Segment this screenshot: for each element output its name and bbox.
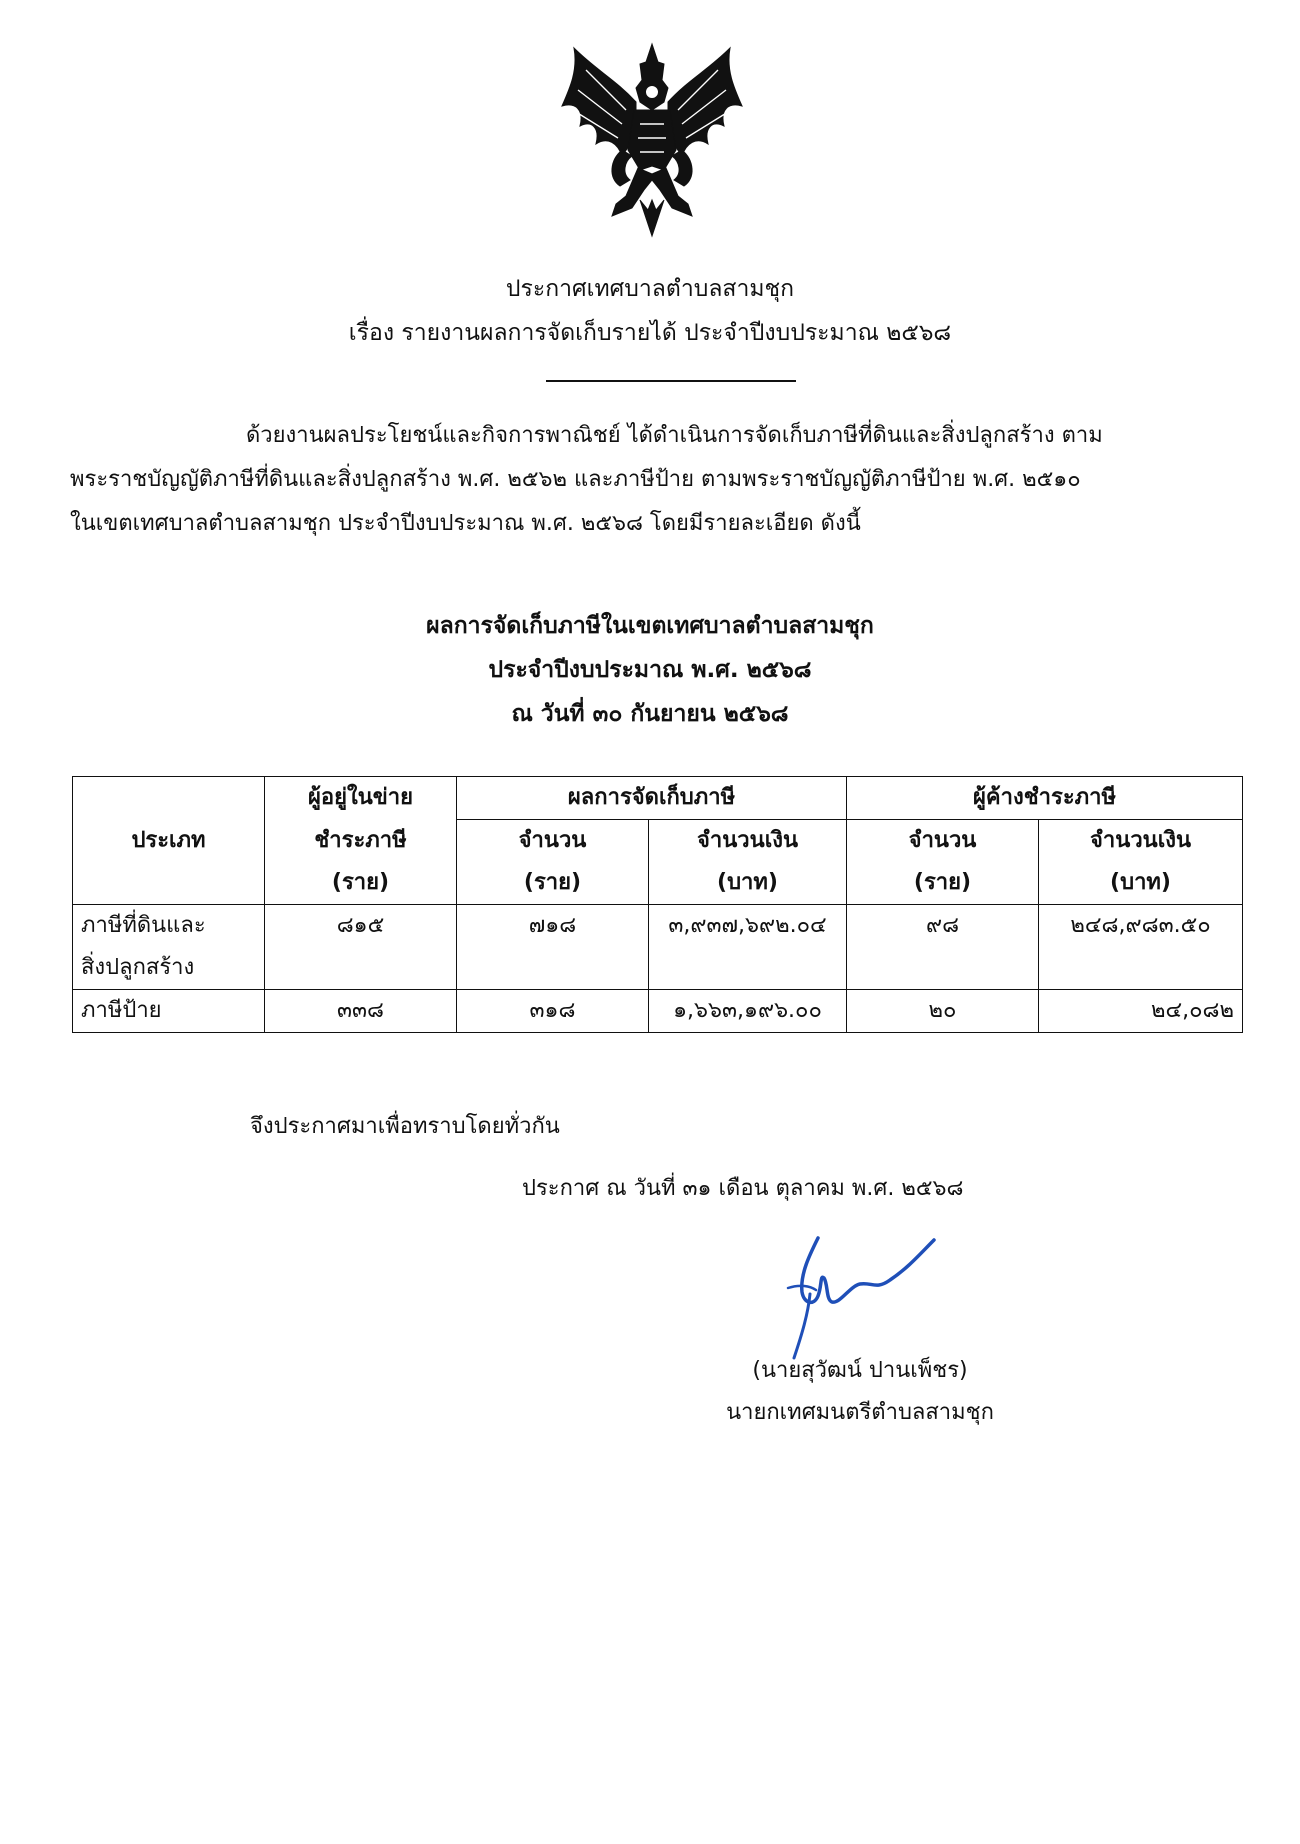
header-outstanding-count-unit: (ราย) <box>847 862 1039 905</box>
subject-line: เรื่อง รายงานผลการจัดเก็บรายได้ ประจำปีงบประมาณ ๒๕๖๘ <box>348 320 952 346</box>
header-collected-count-unit: (ราย) <box>457 862 649 905</box>
header-collected-group: ผลการจัดเก็บภาษี <box>457 777 847 820</box>
row-taxpayers: ๘๑๕ <box>265 905 457 990</box>
row-type: ภาษีป้าย <box>73 990 265 1033</box>
header-outstanding-amount: จำนวนเงิน <box>1039 820 1243 863</box>
table-header-row-1 <box>73 777 1243 820</box>
body-line-3: ในเขตเทศบาลตำบลสามชุก ประจำปีงบประมาณ พ.ศ. ๒๕๖๘ โดยมีรายละเอียด ดังนี้ <box>70 511 861 536</box>
issuer-title: ประกาศเทศบาลตำบลสามชุก <box>505 276 795 302</box>
row-outstanding-amount: ๒๔๘,๙๘๓.๕๐ <box>1039 905 1243 990</box>
row-type <box>73 905 265 990</box>
header-collected-amount: จำนวนเงิน <box>649 820 847 863</box>
header-outstanding-group: ผู้ค้างชำระภาษี <box>847 777 1243 820</box>
header-collected-amount-unit: (บาท) <box>649 862 847 905</box>
table-row <box>73 990 1243 1033</box>
row-collected-count: ๓๑๘ <box>457 990 649 1033</box>
body-paragraph <box>70 414 1220 546</box>
table-title-line-2: ประจำปีงบประมาณ พ.ศ. ๒๕๖๘ <box>488 657 812 683</box>
signer-position: นายกเทศมนตรีตำบลสามชุก <box>726 1400 994 1425</box>
header-taxpayers-unit: (ราย) <box>265 862 457 905</box>
row-type-line-2: สิ่งปลูกสร้าง <box>81 955 195 980</box>
signer-name: (นายสุวัฒน์ ปานเพ็ชร) <box>752 1358 968 1383</box>
row-outstanding-amount: ๒๔,๐๘๒ <box>1039 990 1243 1033</box>
table-title-line-1: ผลการจัดเก็บภาษีในเขตเทศบาลตำบลสามชุก <box>426 613 874 639</box>
table-row <box>73 905 1243 990</box>
row-taxpayers: ๓๓๘ <box>265 990 457 1033</box>
table-title-line-3: ณ วันที่ ๓๐ กันยายน ๒๕๖๘ <box>511 701 789 727</box>
announcement-date: ประกาศ ณ วันที่ ๓๑ เดือน ตุลาคม พ.ศ. ๒๕๖๘ <box>522 1176 964 1201</box>
header-collected-count: จำนวน <box>457 820 649 863</box>
row-outstanding-count: ๙๘ <box>847 905 1039 990</box>
body-line-2: พระราชบัญญัติภาษีที่ดินและสิ่งปลูกสร้าง พ.ศ. ๒๕๖๒ และภาษีป้าย ตามพระราชบัญญัติภาษีป้าย พ.ศ. ๒๕๑๐ <box>70 467 1081 492</box>
garuda-emblem <box>556 40 748 238</box>
row-collected-count: ๗๑๘ <box>457 905 649 990</box>
header-outstanding-amount-unit: (บาท) <box>1039 862 1243 905</box>
closing-statement: จึงประกาศมาเพื่อทราบโดยทั่วกัน <box>250 1114 560 1139</box>
header-type: ประเภท <box>73 777 265 905</box>
body-line-1: ด้วยงานผลประโยชน์และกิจการพาณิชย์ ได้ดำเนินการจัดเก็บภาษีที่ดินและสิ่งปลูกสร้าง ตาม <box>246 423 1103 448</box>
row-collected-amount: ๓,๙๓๗,๖๙๒.๐๔ <box>649 905 847 990</box>
tax-results-table <box>72 776 1243 1033</box>
header-taxpayers-l1: ผู้อยู่ในข่าย <box>265 777 457 820</box>
row-type-line-1: ภาษีที่ดินและ <box>81 913 206 938</box>
header-taxpayers-l2: ชำระภาษี <box>265 820 457 863</box>
signature <box>780 1234 940 1364</box>
row-outstanding-count: ๒๐ <box>847 990 1039 1033</box>
title-divider <box>546 380 796 382</box>
header-outstanding-count: จำนวน <box>847 820 1039 863</box>
row-collected-amount: ๑,๖๖๓,๑๙๖.๐๐ <box>649 990 847 1033</box>
